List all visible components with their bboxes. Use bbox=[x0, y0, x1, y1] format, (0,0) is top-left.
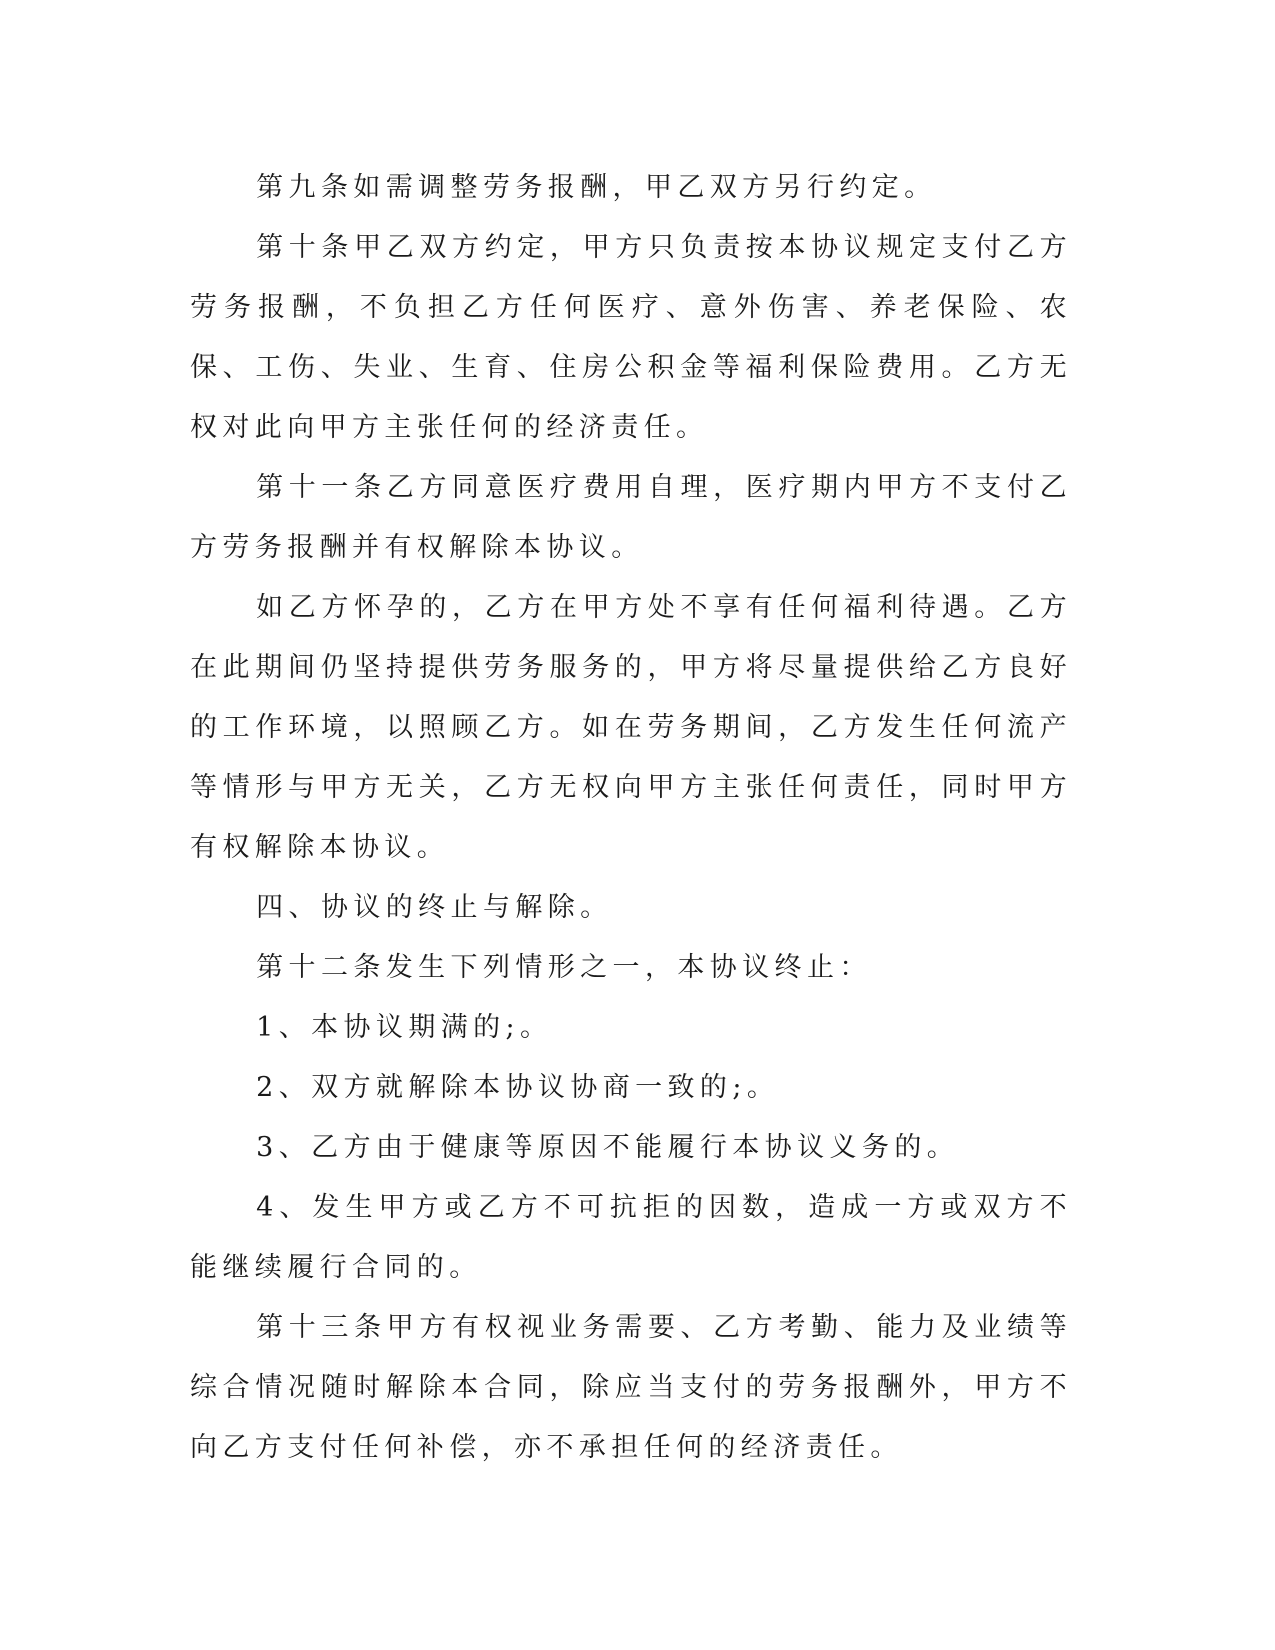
paragraph-article-13: 第十三条甲方有权视业务需要、乙方考勤、能力及业绩等综合情况随时解除本合同，除应当支付的劳务报酬外，甲方不向乙方支付任何补偿，亦不承担任何的经济责任。 bbox=[190, 1312, 1072, 1463]
list-item-4: 4、发生甲方或乙方不可抗拒的因数，造成一方或双方不能继续履行合同的。 bbox=[190, 1192, 1072, 1283]
paragraph-pregnancy-clause: 如乙方怀孕的，乙方在甲方处不享有任何福利待遇。乙方在此期间仍坚持提供劳务服务的，甲方将尽量提供给乙方良好的工作环境，以照顾乙方。如在劳务期间，乙方发生任何流产等情形与甲方无关，乙方无权向甲方主张任何责任，同时甲方有权解除本协议。 bbox=[190, 592, 1072, 863]
paragraph-article-10: 第十条甲乙双方约定，甲方只负责按本协议规定支付乙方劳务报酬，不负担乙方任何医疗、意外伤害、养老保险、农保、工伤、失业、生育、住房公积金等福利保险费用。乙方无权对此向甲方主张任何的经济责任。 bbox=[190, 232, 1072, 443]
list-item-2: 2、双方就解除本协议协商一致的;。 bbox=[256, 1072, 780, 1103]
document-body bbox=[190, 158, 1072, 1478]
section-heading-termination: 四、协议的终止与解除。 bbox=[256, 892, 613, 923]
paragraph-article-11: 第十一条乙方同意医疗费用自理，医疗期内甲方不支付乙方劳务报酬并有权解除本协议。 bbox=[190, 472, 1072, 563]
paragraph-article-9: 第九条如需调整劳务报酬，甲乙双方另行约定。 bbox=[256, 172, 937, 203]
list-item-1: 1、本协议期满的;。 bbox=[256, 1012, 553, 1043]
list-item-3: 3、乙方由于健康等原因不能履行本协议义务的。 bbox=[256, 1132, 960, 1163]
paragraph-article-12: 第十二条发生下列情形之一，本协议终止： bbox=[256, 952, 872, 983]
